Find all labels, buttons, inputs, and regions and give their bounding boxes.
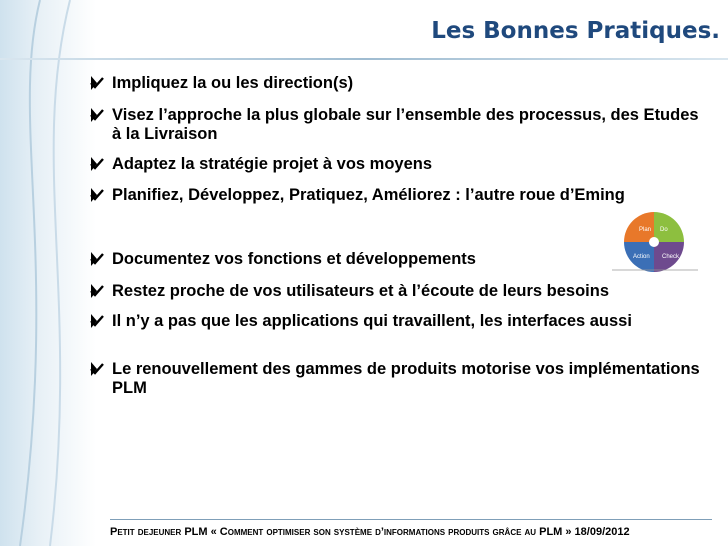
bullet-text: Restez proche de vos utilisateurs et à l’écoute de leurs besoins <box>112 282 609 300</box>
bullet-text: Le renouvellement des gammes de produits motorise vos implémentations PLM <box>112 360 700 397</box>
arrow-checkmark-icon <box>90 251 104 267</box>
pdca-label: Action <box>633 254 650 260</box>
decorative-lines <box>0 0 96 546</box>
pdca-label: Plan <box>639 227 652 233</box>
bullet-item <box>90 282 710 301</box>
arrow-checkmark-icon <box>90 283 104 299</box>
bullet-item <box>90 186 710 205</box>
pdca-wheel-icon <box>598 208 720 276</box>
bullet-item <box>90 74 710 93</box>
bullet-item <box>90 312 710 331</box>
title-divider <box>0 58 728 60</box>
bullet-text: Planifiez, Développez, Pratiquez, Améliorez : l’autre roue d’Eming <box>112 186 625 204</box>
bullet-text: Il n’y a pas que les applications qui travaillent, les interfaces aussi <box>112 312 632 330</box>
arrow-checkmark-icon <box>90 75 104 91</box>
slide-title: Les Bonnes Pratiques. <box>431 18 720 44</box>
slide-footer: Petit dejeuner PLM « Comment optimiser son système d’informations produits grâce au PLM » 18/09/2012 <box>110 526 630 538</box>
pdca-label: Do <box>660 227 668 233</box>
bullet-item <box>90 106 710 144</box>
bullet-text: Impliquez la ou les direction(s) <box>112 74 354 92</box>
footer-divider <box>110 519 712 520</box>
left-decorative-band <box>0 0 96 546</box>
bullet-item <box>90 360 710 398</box>
arrow-checkmark-icon <box>90 361 104 377</box>
pdca-label: Check <box>662 254 680 260</box>
arrow-checkmark-icon <box>90 107 104 123</box>
bullet-text: Visez l’approche la plus globale sur l’ensemble des processus, des Etudes à la Livraison <box>112 106 699 143</box>
arrow-checkmark-icon <box>90 313 104 329</box>
bullet-text: Documentez vos fonctions et développements <box>112 250 476 268</box>
arrow-checkmark-icon <box>90 187 104 203</box>
bullet-item <box>90 155 710 174</box>
arrow-checkmark-icon <box>90 156 104 172</box>
bullet-text: Adaptez la stratégie projet à vos moyens <box>112 155 433 173</box>
